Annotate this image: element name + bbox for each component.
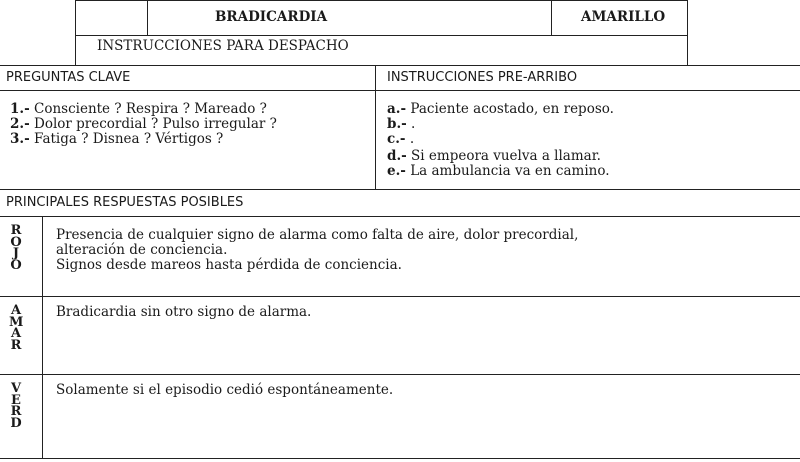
label-letter: R	[10, 337, 22, 353]
label-letter: A	[10, 326, 22, 341]
color-code-label: AMARILLO	[581, 9, 666, 25]
instruction-text: La ambulancia va en camino.	[405, 163, 610, 179]
question-2	[10, 117, 277, 132]
verd-line-1: Solamente si el episodio cedió espontáneamente.	[56, 382, 394, 398]
header-top-border	[75, 0, 688, 1]
table-bottom-border	[0, 458, 800, 459]
responses-top-border	[0, 189, 800, 190]
header-divider-2	[551, 0, 552, 35]
label-letter: R	[10, 223, 22, 238]
response-label-divider	[42, 216, 43, 458]
label-letter: V	[10, 381, 22, 396]
instruction-letter: d.-	[387, 148, 407, 164]
instruction-e	[387, 164, 610, 179]
rojo-line-2: alteración de conciencia.	[56, 242, 228, 258]
label-letter: D	[10, 415, 22, 431]
response-row-divider-2	[0, 374, 800, 375]
header-left-border	[75, 0, 76, 65]
label-letter: E	[11, 392, 21, 408]
column-divider	[375, 65, 376, 189]
header-divider-1	[147, 0, 148, 35]
response-label-verd	[9, 383, 23, 429]
header-mid-border	[75, 35, 688, 36]
rojo-line-1: Presencia de cualquier signo de alarma como falta de aire, dolor precordial,	[56, 227, 579, 243]
question-text: Dolor precordial ? Pulso irregular ?	[29, 116, 277, 132]
instruction-c	[387, 132, 414, 147]
question-number: 2.-	[10, 116, 30, 132]
question-text: Consciente ? Respira ? Mareado ?	[29, 101, 267, 117]
responses-header-border	[0, 216, 800, 217]
label-letter: O	[10, 234, 22, 250]
instruction-letter: e.-	[387, 163, 406, 179]
question-3	[10, 132, 223, 147]
pre-arrival-heading: INSTRUCCIONES PRE-ARRIBO	[387, 70, 578, 85]
dispatch-title: INSTRUCCIONES PARA DESPACHO	[97, 38, 349, 54]
question-text: Fatiga ? Disnea ? Vértigos ?	[29, 131, 224, 147]
instruction-letter: a.-	[387, 101, 407, 117]
label-letter: O	[10, 257, 22, 273]
table-top-border	[0, 65, 800, 66]
question-number: 3.-	[10, 131, 30, 147]
label-letter: J	[12, 246, 20, 261]
instruction-text: Si empeora vuelva a llamar.	[406, 148, 601, 164]
instruction-letter: b.-	[387, 116, 407, 132]
instruction-d	[387, 149, 601, 164]
label-letter: R	[10, 404, 22, 419]
question-1	[10, 102, 267, 117]
section-header-border	[0, 90, 800, 91]
responses-heading: PRINCIPALES RESPUESTAS POSIBLES	[6, 195, 244, 210]
response-label-amar	[9, 305, 23, 351]
instruction-b	[387, 117, 415, 132]
question-number: 1.-	[10, 101, 30, 117]
instruction-text: Paciente acostado, en reposo.	[406, 101, 614, 117]
amar-line-1: Bradicardia sin otro signo de alarma.	[56, 304, 312, 320]
instruction-text: .	[405, 131, 415, 147]
rojo-line-3: Signos desde mareos hasta pérdida de conciencia.	[56, 257, 402, 273]
instruction-text: .	[406, 116, 416, 132]
header-right-border	[687, 0, 688, 65]
label-letter: M	[9, 314, 24, 330]
instruction-letter: c.-	[387, 131, 406, 147]
response-row-divider-1	[0, 296, 800, 297]
key-questions-heading: PREGUNTAS CLAVE	[6, 70, 131, 85]
response-label-rojo	[9, 225, 23, 271]
instruction-a	[387, 102, 614, 117]
protocol-title: BRADICARDIA	[215, 9, 328, 25]
label-letter: A	[10, 303, 22, 318]
